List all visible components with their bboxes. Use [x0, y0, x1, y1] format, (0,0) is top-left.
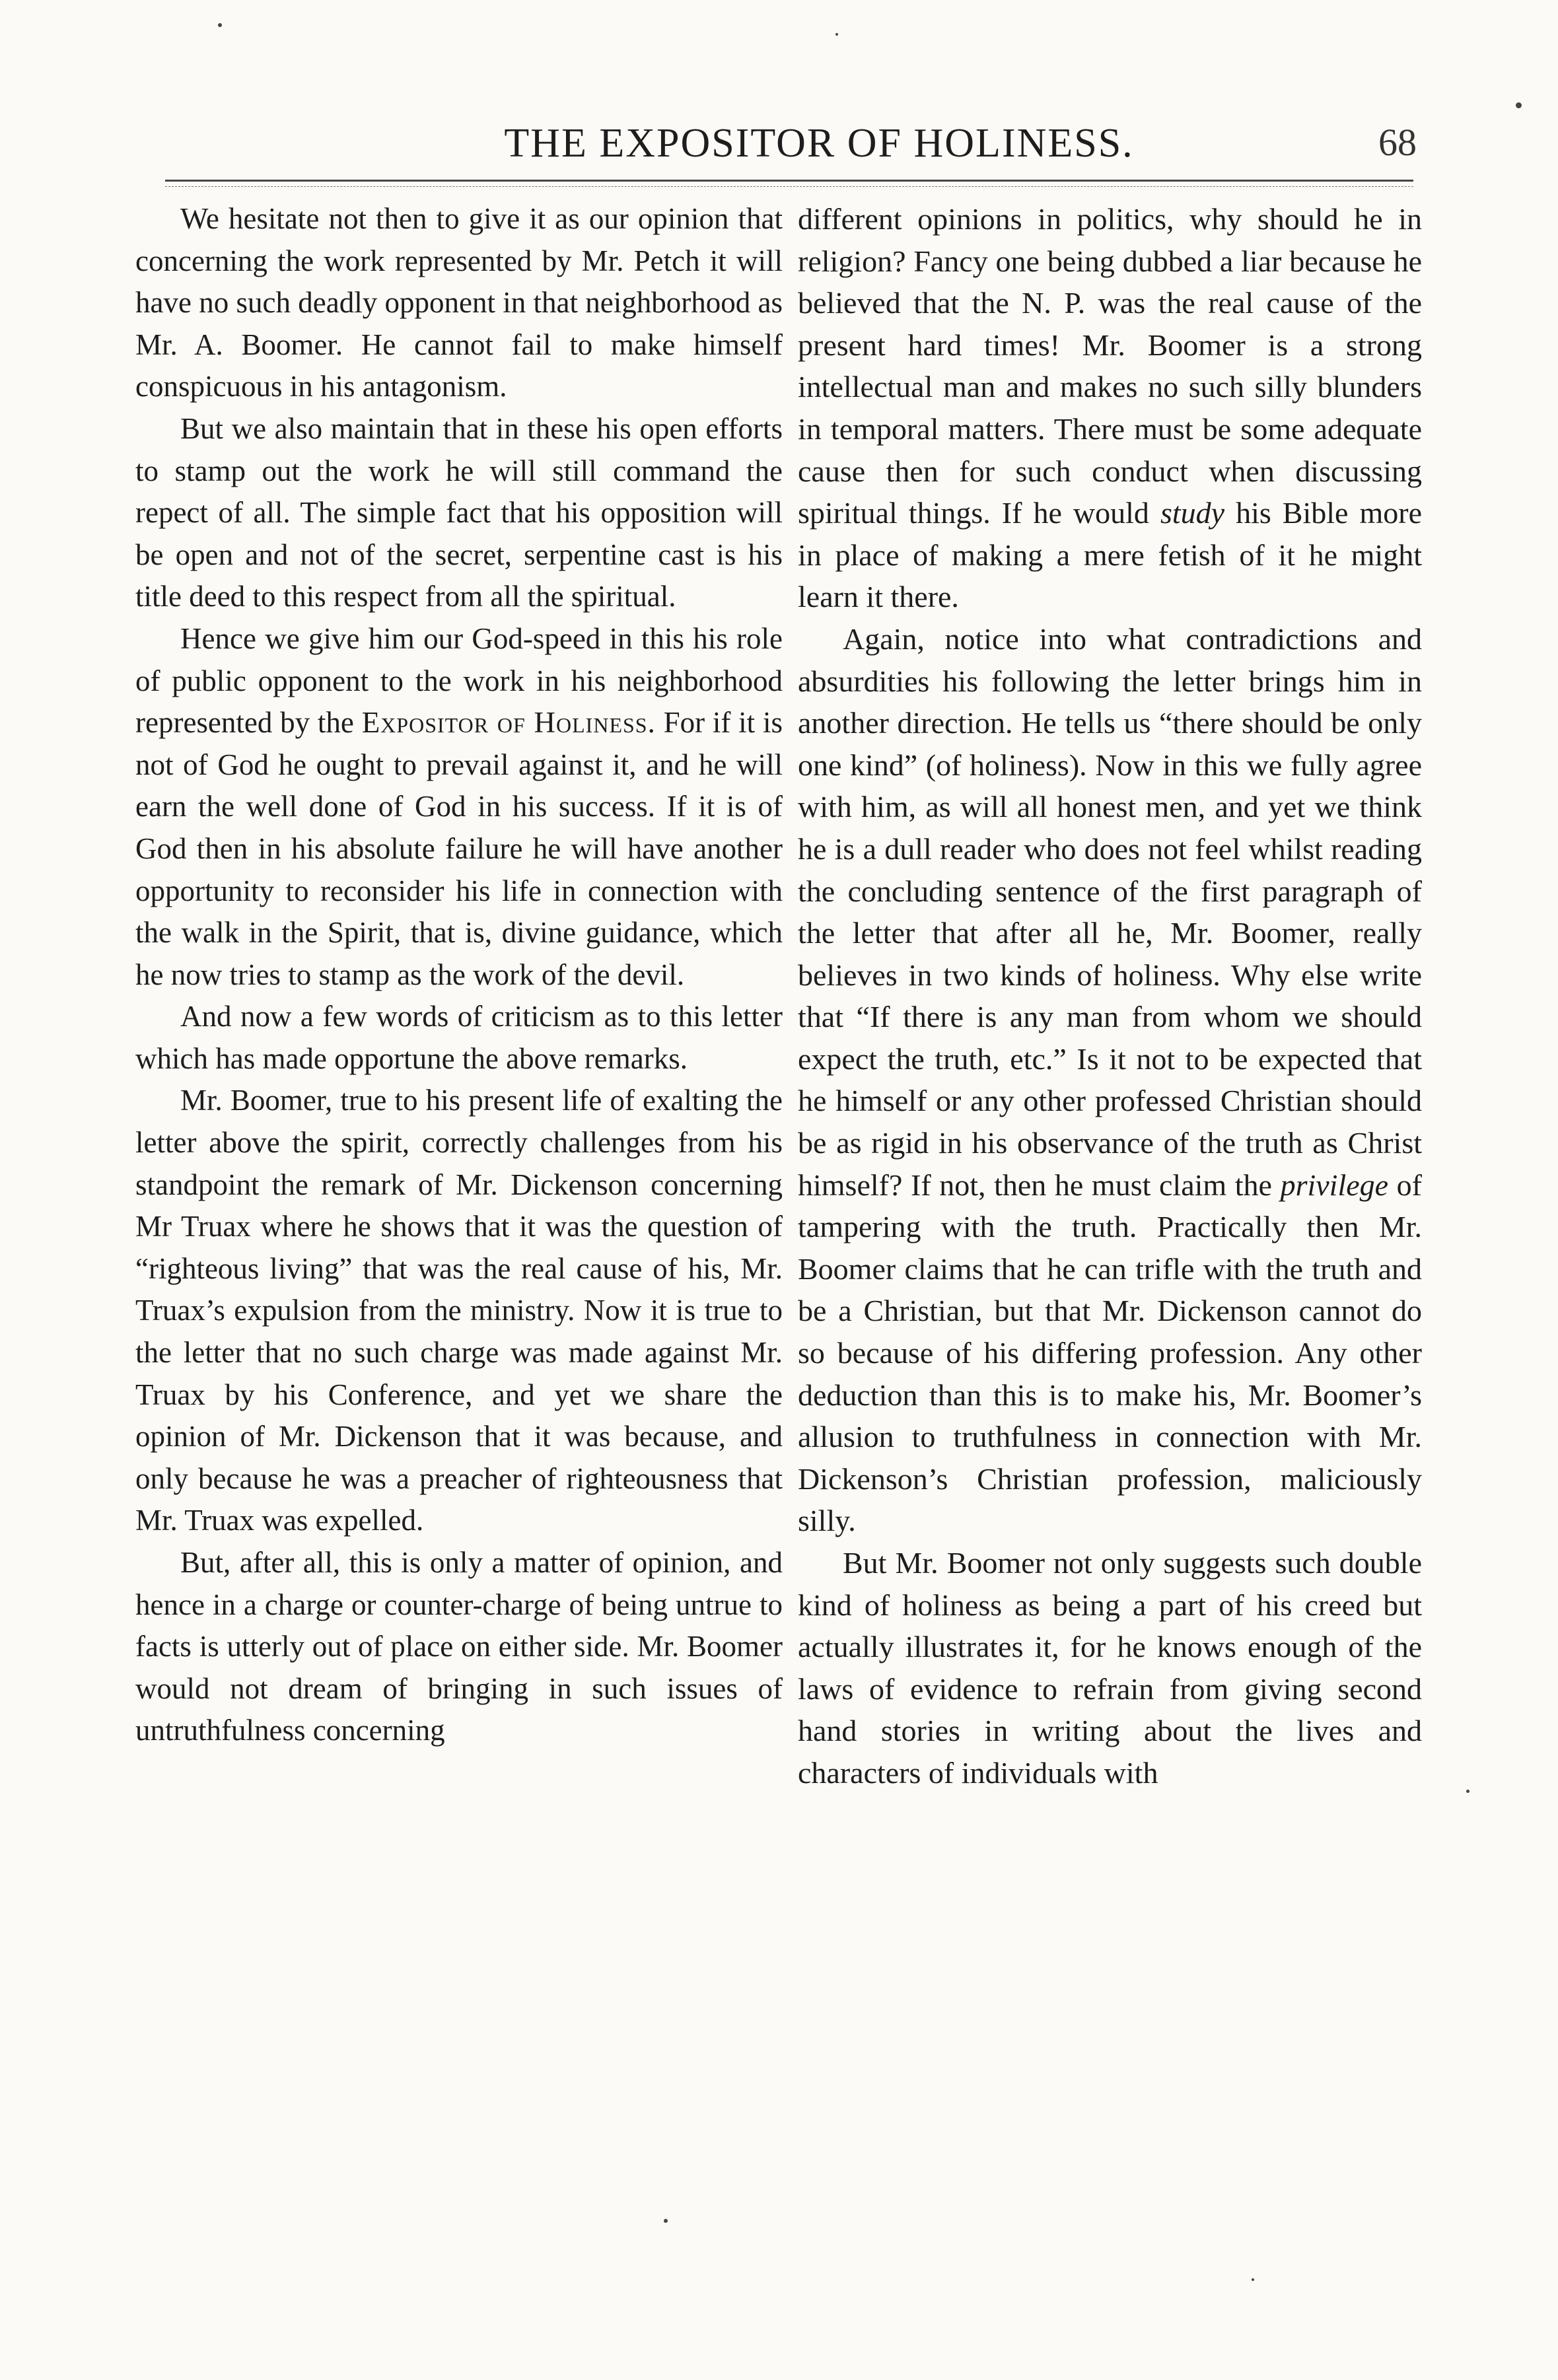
journal-name-smallcaps: Expositor of Holiness.: [361, 706, 656, 740]
print-speck: [1466, 1790, 1469, 1793]
print-speck: [218, 23, 222, 27]
running-title: THE EXPOSITOR OF HOLINESS.: [504, 121, 1134, 166]
paragraph: But we also maintain that in these his open efforts to stamp out the work he will still command the repect of all. The simple fact that his opposition will be open and not of the secret, serpentine cast is his title deed to this respect from all the spiritual.: [135, 411, 783, 613]
paragraph-text: different opinions in politics, why should he in religion? Fancy one being dubbed a liar because he believed that the N. P. was the real cause of the present hard times! Mr. Boomer is a strong intellectual man and makes no such silly blunders in temporal matters. There must be some adequate cause then for such conduct when discussing spiritual things. If he would: [798, 202, 1422, 530]
paragraph: Mr. Boomer, true to his present life of exalting the letter above the spirit, correctly challenges from his standpoint the remark of Mr. Dickenson concerning Mr Truax where he shows that it was the question of “righteous living” that was the real cause of his, Mr. Truax’s expulsion from the ministry. Now it is true to the letter that no such charge was made against Mr. Truax by his Conference, and yet we share the opinion of Mr. Dickenson that it was because, and only because he was a preacher of righteousness that Mr. Truax was expelled.: [135, 1084, 783, 1537]
paragraph: And now a few words of criticism as to this letter which has made opportune the above remarks.: [135, 1000, 783, 1075]
paragraph: But Mr. Boomer not only suggests such double kind of holiness as being a part of his creed but actually illustrates it, for he knows enough of the laws of evidence to refrain from giving second hand stories in writing about the lives and characters of individuals with: [798, 1546, 1422, 1790]
paragraph: But, after all, this is only a matter of opinion, and hence in a charge or counter-charge of being untrue to facts is utterly out of place on either side. Mr. Boomer would not dream of bringing in such issues of untruthfulness concerning: [135, 1546, 783, 1747]
page-header: [119, 106, 1427, 172]
print-speck: [835, 33, 838, 36]
header-rule-secondary: [165, 186, 1413, 187]
print-speck: [664, 2219, 668, 2223]
page-number: 68: [1378, 121, 1417, 164]
paragraph-text: of tampering with the truth. Practically then Mr. Boomer claims that he can trifle with the truth and be a Christian, but that Mr. Dickenson cannot do so because of his differing profession. Any other deduction than this is to make his, Mr. Boomer’s allusion to truthfulness in connection with Mr. Dickenson’s Christian profession, maliciously silly.: [798, 1168, 1422, 1538]
paragraph-continued: [798, 198, 1422, 618]
print-speck: [1516, 102, 1522, 108]
paragraph-text: Hence we give him our God-speed in this his role of public opponent to the work in his neighborhood represented by the: [135, 621, 783, 740]
paragraph-text: For if it is not of God he ought to prevail against it, and he will earn the well done of God in his success. If it is of God then in his absolute failure he will have another opportunity to reconsider his life in connection with the walk in the Spirit, that is, divine guidance, which he now tries to stamp as the work of the devil.: [135, 706, 783, 991]
paragraph-text: Again, notice into what contradictions and absurdities his following the letter brings him in another direction. He tells us “there should be only one kind” (of holiness). Now in this we fully agree with him, as will all honest men, and yet we think he is a dull reader who does not feel whilst reading the concluding sentence of the first paragraph of the letter that after all he, Mr. Boomer, really believes in two kinds of holiness. Why else write that “If there is any man from whom we should expect the truth, etc.” Is it not to be expected that he himself or any other professed Christian should be as rigid in his observance of the truth as Christ himself? If not, then he must claim the: [798, 621, 1422, 1202]
right-column: [798, 198, 1422, 2232]
paragraph: [135, 618, 783, 996]
print-speck: [1252, 2278, 1254, 2281]
paragraph: We hesitate not then to give it as our opinion that concerning the work represented by Mr. Petch it will have no such deadly opponent in that neighborhood as Mr. A. Boomer. He cannot fail to make himself conspicuous in his antagonism.: [135, 202, 783, 403]
italic-word: privilege: [1280, 1168, 1389, 1202]
italic-word: study: [1160, 496, 1225, 530]
paragraph: [798, 618, 1422, 1542]
left-column: [135, 198, 783, 2232]
paragraph-text: his Bible more in place of making a mere fetish of it he might learn it there.: [798, 496, 1422, 614]
header-rule: [165, 180, 1413, 182]
